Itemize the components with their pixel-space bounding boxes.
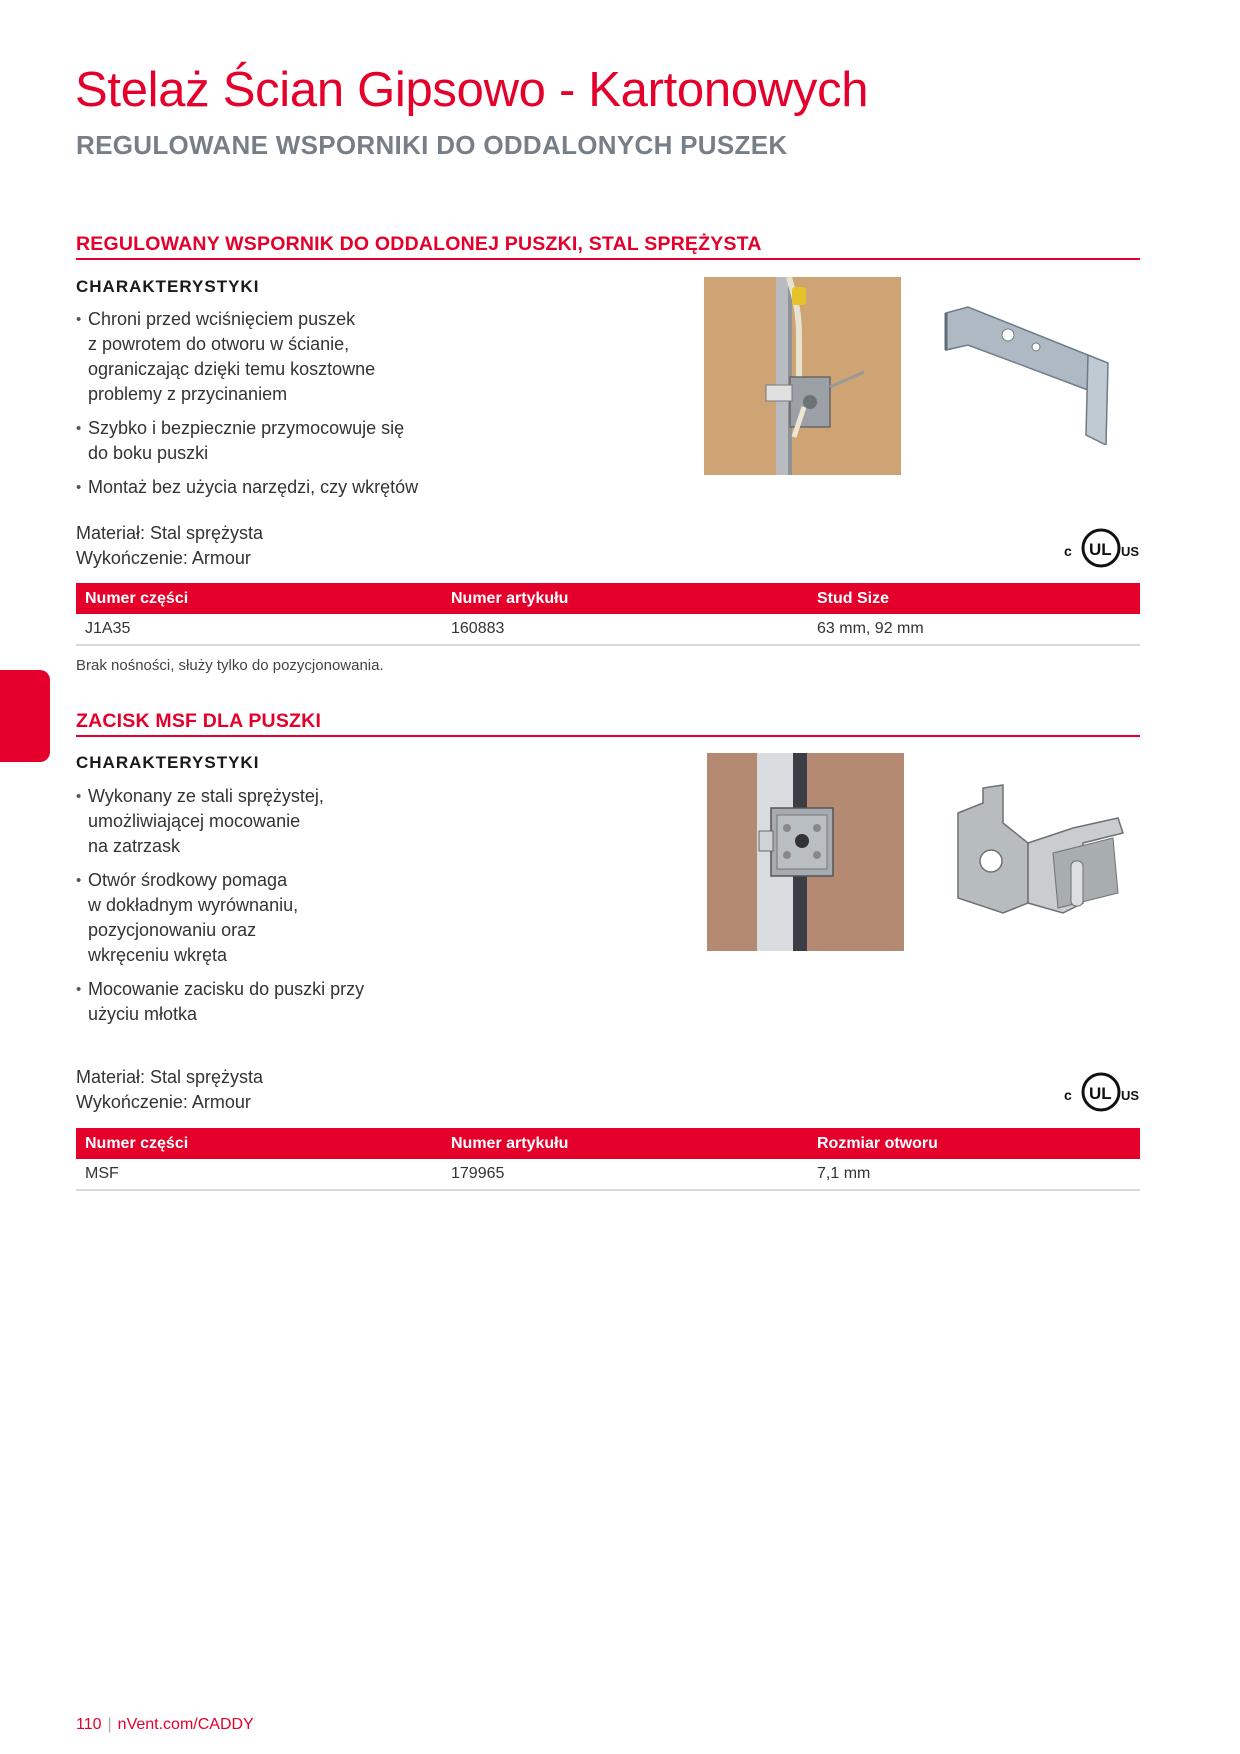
col-header: Rozmiar otworu xyxy=(808,1128,1140,1159)
material-text: Materiał: Stal sprężysta xyxy=(76,1067,264,1087)
page-footer xyxy=(76,1716,254,1734)
section-heading-2 xyxy=(76,710,1140,737)
finish-text: Wykończenie: Armour xyxy=(76,1092,251,1112)
installation-photo xyxy=(704,277,901,475)
chapter-tab xyxy=(0,670,50,762)
installation-photo xyxy=(707,753,904,951)
page-number: 110 xyxy=(76,1716,102,1733)
cell-stud-size: 63 mm, 92 mm xyxy=(808,614,1140,645)
col-header: Numer części xyxy=(76,1128,442,1159)
feature-item: • Szybko i bezpiecznie przymocowuje się do boku puszki xyxy=(76,416,476,466)
cell-article-number: 160883 xyxy=(442,614,808,645)
page-subtitle: REGULOWANE WSPORNIKI DO ODDALONYCH PUSZEK xyxy=(76,130,788,160)
section-heading-1 xyxy=(76,233,1140,260)
characteristics-title: CHARAKTERYSTYKI xyxy=(76,277,260,296)
svg-text:UL: UL xyxy=(1089,1084,1112,1103)
cell-part-number: J1A35 xyxy=(76,614,442,645)
svg-text:UL: UL xyxy=(1089,540,1112,559)
spec-table-2 xyxy=(76,1128,1140,1191)
feature-item: • Chroni przed wciśnięciem puszek z powrotem do otworu w ścianie, ograniczając dzięki temu kosztowne problemy z przycinaniem xyxy=(76,307,476,407)
clip-product-image xyxy=(943,783,1133,923)
characteristics-title: CHARAKTERYSTYKI xyxy=(76,753,260,772)
page-title: Stelaż Ścian Gipsowo - Kartonowych xyxy=(75,63,869,117)
cell-hole-size: 7,1 mm xyxy=(808,1159,1140,1190)
table-header-row xyxy=(76,1128,1140,1159)
table-row xyxy=(76,1159,1140,1190)
col-header: Numer artykułu xyxy=(442,1128,808,1159)
svg-text:c: c xyxy=(1064,543,1072,559)
section-heading-text: REGULOWANY WSPORNIK DO ODDALONEJ PUSZKI, STAL SPRĘŻYSTA xyxy=(76,233,762,255)
load-note: Brak nośności, służy tylko do pozycjonowania. xyxy=(76,657,384,674)
table-row xyxy=(76,614,1140,645)
feature-item: • Wykonany ze stali sprężystej, umożliwiającej mocowanie na zatrzask xyxy=(76,784,476,859)
cell-article-number: 179965 xyxy=(442,1159,808,1190)
table-header-row xyxy=(76,583,1140,614)
svg-text:US: US xyxy=(1121,1088,1140,1103)
footer-site-link[interactable]: nVent.com/CADDY xyxy=(117,1716,254,1733)
material-text: Materiał: Stal sprężysta xyxy=(76,523,264,543)
culus-certification-icon xyxy=(1062,527,1140,569)
col-header: Stud Size xyxy=(808,583,1140,614)
material-info xyxy=(76,1065,263,1115)
feature-list xyxy=(76,784,476,1036)
cell-part-number: MSF xyxy=(76,1159,442,1190)
bracket-product-image xyxy=(938,305,1120,445)
material-info xyxy=(76,521,263,571)
feature-item: • Montaż bez użycia narzędzi, czy wkrętów xyxy=(76,475,476,500)
spec-table-1 xyxy=(76,583,1140,646)
svg-text:c: c xyxy=(1064,1087,1072,1103)
col-header: Numer części xyxy=(76,583,442,614)
col-header: Numer artykułu xyxy=(442,583,808,614)
feature-item: • Otwór środkowy pomaga w dokładnym wyrównaniu, pozycjonowaniu oraz wkręceniu wkręta xyxy=(76,868,476,968)
footer-separator: | xyxy=(107,1716,112,1733)
feature-list xyxy=(76,307,476,509)
svg-text:US: US xyxy=(1121,544,1140,559)
feature-item: • Mocowanie zacisku do puszki przy użyciu młotka xyxy=(76,977,476,1027)
finish-text: Wykończenie: Armour xyxy=(76,548,251,568)
culus-certification-icon xyxy=(1062,1071,1140,1113)
section-heading-text: ZACISK MSF DLA PUSZKI xyxy=(76,710,322,732)
